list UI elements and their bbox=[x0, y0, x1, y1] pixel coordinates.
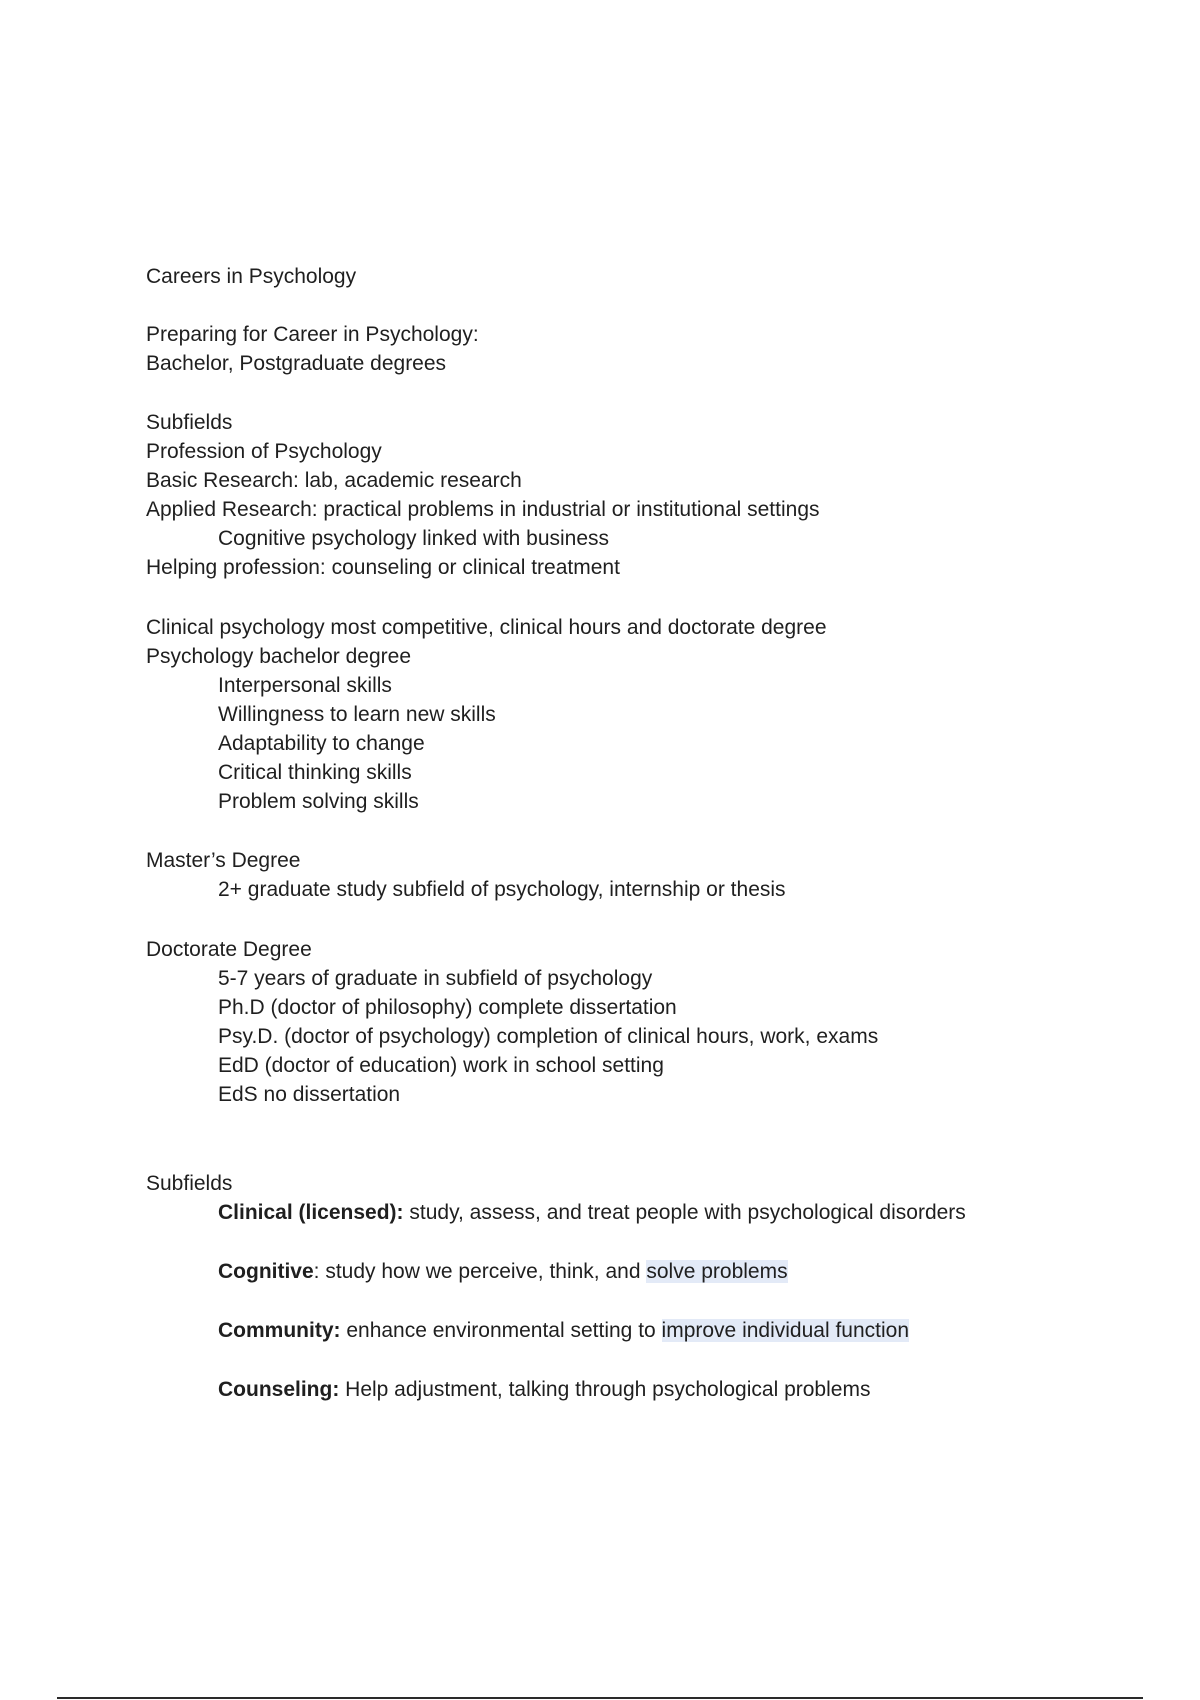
doctorate-line: 5-7 years of graduate in subfield of psychology bbox=[218, 967, 653, 990]
subfield-term: Clinical (licensed): bbox=[218, 1201, 404, 1224]
preparing-line: Bachelor, Postgraduate degrees bbox=[146, 352, 447, 375]
preparing-heading: Preparing for Career in Psychology: bbox=[146, 323, 479, 346]
highlighted-text: improve individual function bbox=[661, 1319, 910, 1342]
doctorate-line: Ph.D (doctor of philosophy) complete dissertation bbox=[218, 996, 677, 1019]
skill-item: Adaptability to change bbox=[218, 732, 425, 755]
skill-item: Problem solving skills bbox=[218, 790, 419, 813]
highlighted-text: solve problems bbox=[646, 1260, 788, 1283]
skill-item: Interpersonal skills bbox=[218, 674, 392, 697]
doctorate-line: Psy.D. (doctor of psychology) completion of clinical hours, work, exams bbox=[218, 1025, 879, 1048]
subfield-desc: enhance environmental setting to bbox=[340, 1319, 662, 1342]
subfield-cognitive bbox=[218, 1259, 788, 1285]
subfield-line: Helping profession: counseling or clinical treatment bbox=[146, 556, 620, 579]
skill-item: Willingness to learn new skills bbox=[218, 703, 496, 726]
skill-item: Critical thinking skills bbox=[218, 761, 412, 784]
subfield-counseling bbox=[218, 1377, 870, 1403]
masters-line: 2+ graduate study subfield of psychology, internship or thesis bbox=[218, 878, 786, 901]
doctorate-line: EdS no dissertation bbox=[218, 1083, 401, 1106]
subfield-clinical bbox=[218, 1200, 966, 1226]
subfield-line: Applied Research: practical problems in industrial or institutional settings bbox=[146, 498, 820, 521]
subfield-term: Community: bbox=[218, 1319, 341, 1342]
masters-heading: Master’s Degree bbox=[146, 849, 301, 872]
subfield-term: Counseling: bbox=[218, 1378, 340, 1401]
bachelor-heading: Psychology bachelor degree bbox=[146, 645, 412, 668]
subfield-desc: Help adjustment, talking through psychological problems bbox=[339, 1378, 871, 1401]
subfields-heading-1: Subfields bbox=[146, 411, 233, 434]
subfield-line: Basic Research: lab, academic research bbox=[146, 469, 522, 492]
subfield-line: Profession of Psychology bbox=[146, 440, 382, 463]
subfield-desc: study, assess, and treat people with psychological disorders bbox=[403, 1201, 966, 1224]
page-bottom-rule bbox=[57, 1697, 1143, 1699]
subfields-heading-2: Subfields bbox=[146, 1172, 233, 1195]
clinical-competitive-line: Clinical psychology most competitive, clinical hours and doctorate degree bbox=[146, 616, 827, 639]
subfield-subline: Cognitive psychology linked with business bbox=[218, 527, 610, 550]
doctorate-heading: Doctorate Degree bbox=[146, 938, 312, 961]
subfield-desc: : study how we perceive, think, and bbox=[313, 1260, 647, 1283]
doctorate-line: EdD (doctor of education) work in school setting bbox=[218, 1054, 664, 1077]
subfield-community bbox=[218, 1318, 909, 1344]
document-title: Careers in Psychology bbox=[146, 265, 357, 288]
subfield-term: Cognitive bbox=[218, 1260, 314, 1283]
